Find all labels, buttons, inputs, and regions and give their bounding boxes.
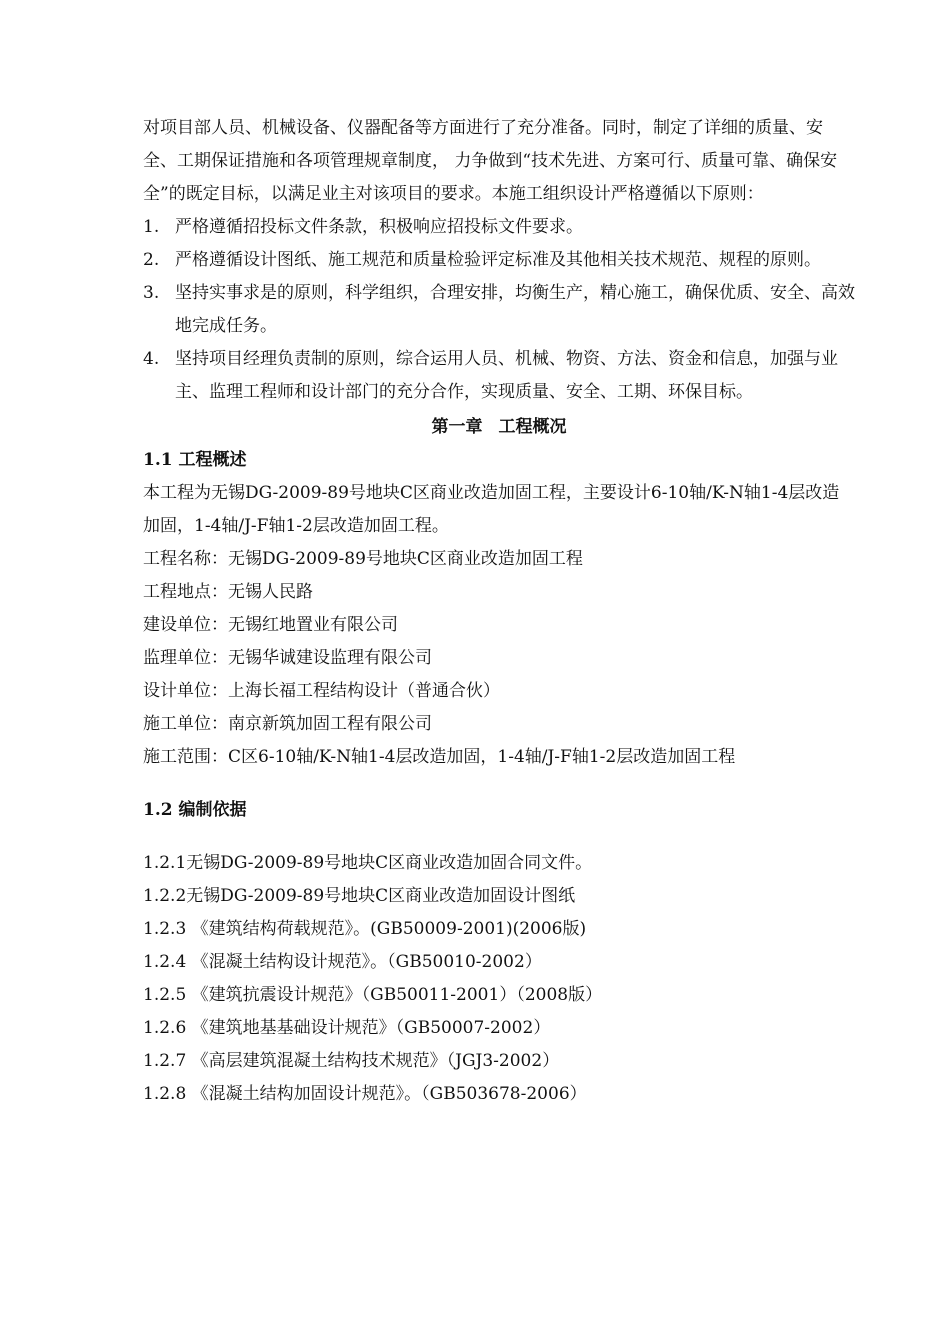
project-description: 本工程为无锡DG-2009-89号地块C区商业改造加固工程，主要设计6-10轴/K-N轴1-4层改造加固，1-4轴/J-F轴1-2层改造加固工程。 [143,483,840,536]
principles-list [143,211,855,409]
detail-line: 施工范围：C区6-10轴/K-N轴1-4层改造加固，1-4轴/J-F轴1-2层改造加固工程 [143,747,736,767]
reference-item: 1.2.3 《建筑结构荷载规范》。(GB50009-2001)(2006版) [143,919,587,939]
detail-line: 工程名称：无锡DG-2009-89号地块C区商业改造加固工程 [143,549,583,569]
chapter-number: 第一章 [431,417,483,437]
document-body [143,112,855,1111]
list-item-number: 1. [143,217,160,237]
reference-item: 1.2.4 《混凝土结构设计规范》。（GB50010-2002） [143,952,542,972]
list-item-number: 2. [143,250,160,270]
detail-line: 施工单位：南京新筑加固工程有限公司 [143,714,432,734]
list-item [143,244,855,277]
list-item [143,277,855,343]
chapter-title: 工程概况 [498,417,567,437]
list-item-number: 4. [143,349,160,369]
reference-item: 1.2.2无锡DG-2009-89号地块C区商业改造加固设计图纸 [143,886,576,906]
list-item-number: 3. [143,283,160,303]
detail-line: 建设单位：无锡红地置业有限公司 [143,615,398,635]
detail-line: 工程地点：无锡人民路 [143,582,313,602]
detail-line: 设计单位：上海长福工程结构设计（普通合伙） [143,681,500,701]
reference-item: 1.2.1无锡DG-2009-89号地块C区商业改造加固合同文件。 [143,853,593,873]
intro-paragraph: 对项目部人员、机械设备、仪器配备等方面进行了充分准备。同时，制定了详细的质量、安全、工期保证措施和各项管理规章制度， 力争做到“技术先进、方案可行、质量可靠、确保安全”的既定目标，以满足业主对该项目的要求。本施工组织设计严格遵循以下原则： [143,118,838,204]
section-heading-1-2: 1.2 编制依据 [143,800,247,820]
list-item [143,211,855,244]
reference-item: 1.2.7 《高层建筑混凝土结构技术规范》（JGJ3-2002） [143,1051,560,1071]
list-item [143,343,855,409]
list-item-text: 坚持项目经理负责制的原则，综合运用人员、机械、物资、方法、资金和信息，加强与业主、监理工程师和设计部门的充分合作，实现质量、安全、工期、环保目标。 [175,349,838,402]
list-item-text: 严格遵循招投标文件条款，积极响应招投标文件要求。 [175,217,583,237]
reference-item: 1.2.6 《建筑地基基础设计规范》（GB50007-2002） [143,1018,551,1038]
list-item-text: 严格遵循设计图纸、施工规范和质量检验评定标准及其他相关技术规范、规程的原则。 [175,250,821,270]
reference-item: 1.2.8 《混凝土结构加固设计规范》。（GB503678-2006） [143,1084,587,1104]
references-list [143,847,855,1111]
list-item-text: 坚持实事求是的原则，科学组织，合理安排，均衡生产，精心施工，确保优质、安全、高效地完成任务。 [175,283,855,336]
section-heading-1-1: 1.1 工程概述 [143,450,247,470]
project-details [143,543,855,774]
reference-item: 1.2.5 《建筑抗震设计规范》（GB50011-2001）（2008版） [143,985,603,1005]
chapter-heading [143,411,855,444]
detail-line: 监理单位：无锡华诚建设监理有限公司 [143,648,432,668]
